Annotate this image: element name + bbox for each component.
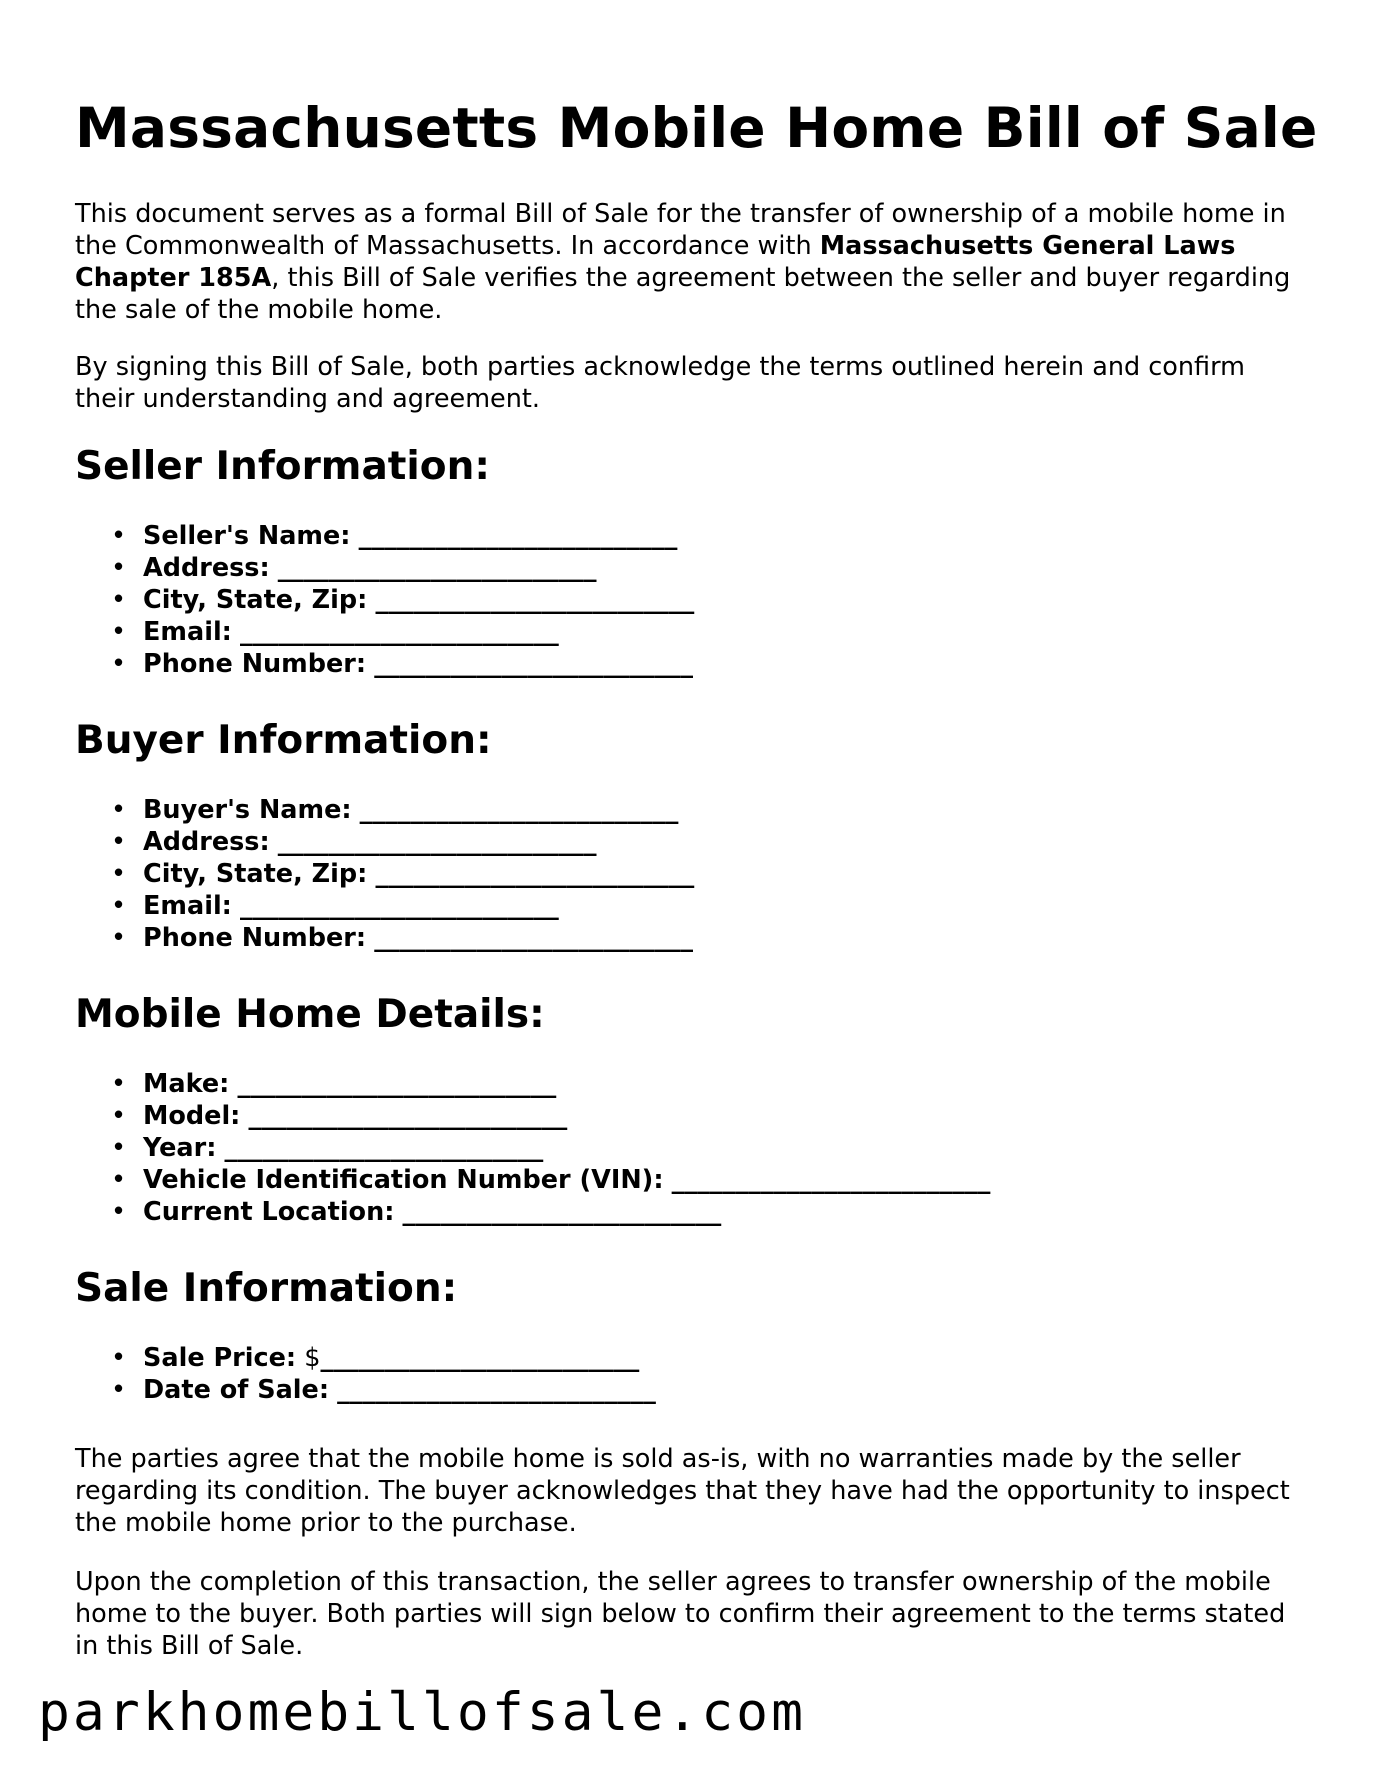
seller-city-state-zip-field[interactable]: • City, State, Zip: _________________________ [75,584,694,616]
seller-heading: Seller Information: [75,444,490,489]
seller-email-blank[interactable]: _________________________ [240,617,559,647]
sale-date-field[interactable]: • Date of Sale: _________________________ [75,1374,656,1406]
seller-phone-field[interactable]: • Phone Number: _________________________ [75,648,694,680]
sale-price-blank[interactable]: _________________________ [320,1343,640,1373]
seller-name-blank[interactable]: _________________________ [358,521,678,551]
home-details-fields [75,1068,990,1228]
intro-paragraph [75,198,1305,326]
home-make-field[interactable]: • Make: _________________________ [75,1068,990,1100]
buyer-phone-blank[interactable]: _________________________ [374,923,693,953]
home-location-field[interactable]: • Current Location: _________________________ [75,1196,990,1228]
seller-city-state-zip-blank[interactable]: _________________________ [375,585,695,615]
buyer-address-blank[interactable]: _________________________ [277,827,597,857]
sale-date-blank[interactable]: _________________________ [337,1375,656,1405]
home-year-blank[interactable]: _________________________ [224,1133,544,1163]
sale-info-fields [75,1342,656,1406]
buyer-phone-field[interactable]: • Phone Number: _________________________ [75,922,694,954]
buyer-email-blank[interactable]: _________________________ [240,891,559,921]
seller-phone-blank[interactable]: _________________________ [374,649,693,679]
document-title: Massachusetts Mobile Home Bill of Sale [75,96,1318,160]
buyer-name-field[interactable]: • Buyer's Name: _________________________ [75,794,694,826]
intro-text-2: , this Bill of Sale verifies the agreement between the seller and buyer regarding the sale of the mobile home. [75,263,1291,325]
home-make-blank[interactable]: _________________________ [237,1069,557,1099]
home-location-blank[interactable]: _________________________ [402,1197,722,1227]
seller-name-field[interactable]: • Seller's Name: _________________________ [75,520,694,552]
home-year-field[interactable]: • Year: _________________________ [75,1132,990,1164]
seller-email-field[interactable]: • Email: _________________________ [75,616,694,648]
home-vin-field[interactable]: • Vehicle Identification Number (VIN): _________________________ [75,1164,990,1196]
intro-law-reference: Massachusetts General Laws Chapter 185A [75,231,1236,293]
transfer-paragraph: Upon the completion of this transaction, the seller agrees to transfer ownership of the mobile home to the buyer. Both parties will sign below to confirm their agreement to the terms stated in this Bill of Sale. [75,1567,1286,1661]
home-model-blank[interactable]: _________________________ [248,1101,568,1131]
buyer-address-field[interactable]: • Address: _________________________ [75,826,694,858]
buyer-fields [75,794,694,954]
sale-info-heading: Sale Information: [75,1266,458,1311]
buyer-email-field[interactable]: • Email: _________________________ [75,890,694,922]
seller-fields [75,520,694,680]
buyer-city-state-zip-field[interactable]: • City, State, Zip: _________________________ [75,858,694,890]
as-is-paragraph: The parties agree that the mobile home is sold as-is, with no warranties made by the seller regarding its condition. The buyer acknowledges that they have had the opportunity to inspect the mobile home prior to the purchase. [75,1444,1290,1538]
buyer-heading: Buyer Information: [75,718,492,763]
acknowledgment-paragraph: By signing this Bill of Sale, both parties acknowledge the terms outlined herein and confirm their understanding and agreement. [75,352,1245,414]
home-model-field[interactable]: • Model: _________________________ [75,1100,990,1132]
seller-address-field[interactable]: • Address: _________________________ [75,552,694,584]
buyer-city-state-zip-blank[interactable]: _________________________ [375,859,695,889]
buyer-name-blank[interactable]: _________________________ [359,795,679,825]
intro-text-1: This document serves as a formal Bill of Sale for the transfer of ownership of a mobile home in the Commonwealth of Massachusetts. In accordance with [75,199,1286,261]
footer-watermark: parkhomebillofsale.com [38,1682,806,1743]
dollar-sign: $ [304,1343,321,1373]
sale-price-field[interactable]: • Sale Price: $_________________________ [75,1342,656,1374]
seller-address-blank[interactable]: _________________________ [277,553,597,583]
home-vin-blank[interactable]: _________________________ [671,1165,991,1195]
home-details-heading: Mobile Home Details: [75,992,545,1037]
